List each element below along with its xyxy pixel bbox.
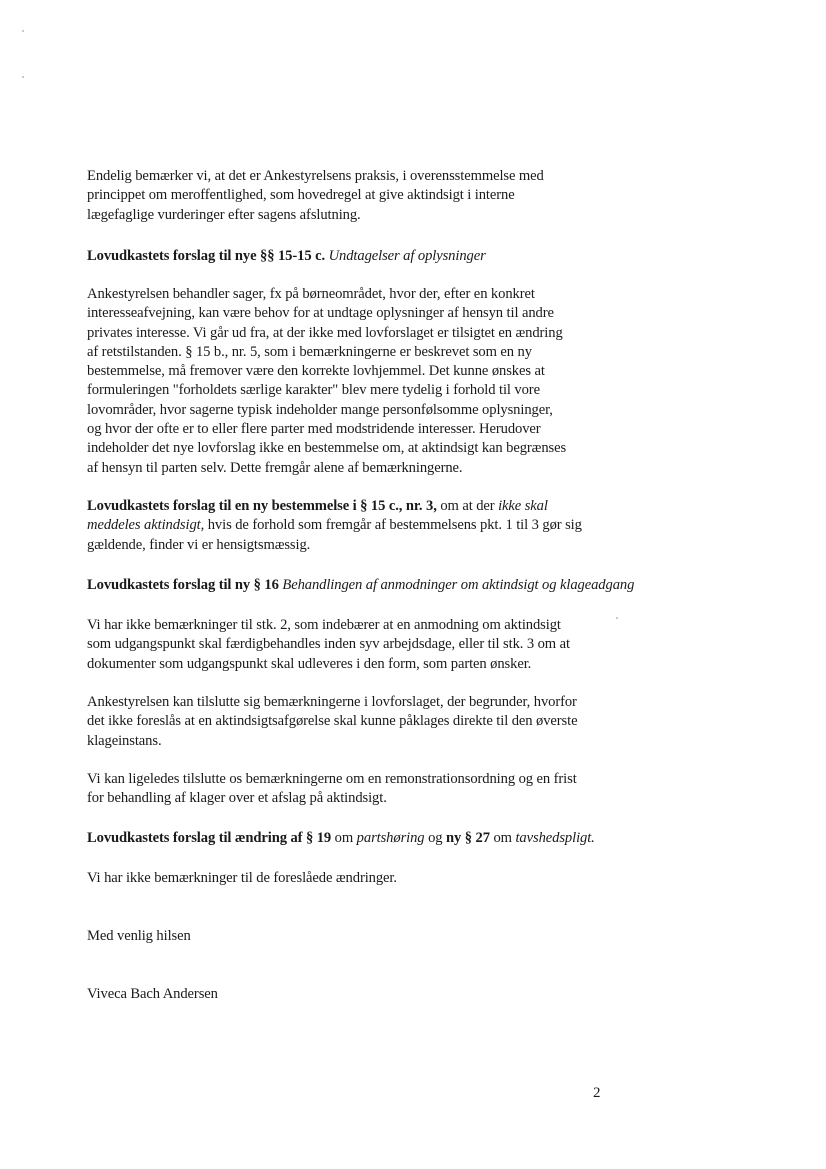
heading-bold: Lovudkastets forslag til ændring af § 19 xyxy=(87,830,332,846)
text-line: princippet om meroffentlighed, som hovedregel at give aktindsigt i interne xyxy=(87,187,515,204)
text-line: privates interesse. Vi går ud fra, at der ikke med lovforslaget er tilsigtet en ændring xyxy=(87,324,563,341)
heading-italic: partshøring xyxy=(356,830,425,846)
text-line: Ankestyrelsen behandler sager, fx på børneområdet, hvor der, efter en konkret xyxy=(87,286,535,302)
text-run: hvis de forhold som fremgår af bestemmelsens pkt. 1 til 3 gør sig xyxy=(204,517,582,534)
text-italic: ikke skal xyxy=(498,498,548,514)
text-line: Vi kan ligeledes tilslutte os bemærkningerne om en remonstrationsordning og en frist xyxy=(87,771,577,787)
text-line: bestemmelse, må fremover være den korrekte lovhjemmel. Det kunne ønskes at xyxy=(87,363,545,380)
text-line: Vi har ikke bemærkninger til stk. 2, som indebærer at en anmodning om aktindsigt xyxy=(87,617,561,633)
text-italic: meddeles aktindsigt, xyxy=(87,517,205,534)
paragraph-boerneomraadet xyxy=(87,285,607,478)
paragraph-klageinstans xyxy=(87,693,607,751)
heading-16 xyxy=(87,576,635,595)
text-line: Ankestyrelsen kan tilslutte sig bemærkningerne i lovforslaget, der begrunder, hvorfor xyxy=(87,694,577,710)
heading-italic: Undtagelser af oplysninger xyxy=(328,248,486,264)
heading-italic: tavshedspligt. xyxy=(515,830,595,846)
text-bold: Lovudkastets forslag til en ny bestemmelse i § 15 c., nr. 3, xyxy=(87,498,437,514)
text-line: Vi har ikke bemærkninger til de foreslåede ændringer. xyxy=(87,870,397,886)
heading-bold: ny § 27 xyxy=(446,830,490,846)
text-line: dokumenter som udgangspunkt skal udleveres i den form, som parten ønsker. xyxy=(87,655,532,672)
paragraph-meroffentlighed xyxy=(87,167,607,225)
text-line: af retstilstanden. § 15 b., nr. 5, som i bemærkningerne er beskrevet som en ny xyxy=(87,343,532,360)
text-line: det ikke foreslås at en aktindsigtsafgørelse skal kunne påklages direkte til den øverste xyxy=(87,713,578,730)
closing-greeting xyxy=(87,927,607,946)
text-line: og hvor der ofte er to eller flere parter med modstridende interesser. Herudover xyxy=(87,421,541,438)
text-run: om xyxy=(331,830,357,846)
text-line: Endelig bemærker vi, at det er Ankestyrelsens praksis, i overensstemmelse med xyxy=(87,168,544,184)
text-line: som udgangspunkt skal færdigbehandles inden syv arbejdsdage, eller til stk. 3 om at xyxy=(87,636,570,653)
text-run: og xyxy=(424,830,447,846)
text-line: lægefaglige vurderinger efter sagens afslutning. xyxy=(87,206,361,223)
text-line: Viveca Bach Andersen xyxy=(87,986,218,1002)
text-line: Med venlig hilsen xyxy=(87,928,191,944)
heading-bold: Lovudkastets forslag til nye §§ 15-15 c. xyxy=(87,248,326,264)
scan-speck xyxy=(22,30,24,32)
paragraph-remonstration xyxy=(87,770,607,809)
text-line: lovområder, hvor sagerne typisk indeholder mange personfølsomme oplysninger, xyxy=(87,401,553,418)
text-line: formuleringen "forholdets særlige karakter" blev mere tydelig i forhold til vore xyxy=(87,382,540,399)
text-line: for behandling af klager over et afslag på aktindsigt. xyxy=(87,790,387,807)
text-line: indeholder det nye lovforslag ikke en bestemmelse om, at aktindsigt kan begrænses xyxy=(87,440,567,457)
text-run: om xyxy=(489,830,516,846)
heading-italic: Behandlingen af anmodninger om aktindsigt og klageadgang xyxy=(282,577,635,593)
text-line: gældende, finder vi er hensigtsmæssig. xyxy=(87,536,311,553)
scan-speck xyxy=(616,617,618,619)
text-line: af hensyn til parten selv. Dette fremgår alene af bemærkningerne. xyxy=(87,459,463,476)
text-line: klageinstans. xyxy=(87,732,162,749)
heading-bold: Lovudkastets forslag til ny § 16 xyxy=(87,577,279,593)
paragraph-15c-nr3 xyxy=(87,497,607,555)
paragraph-stk2-stk3 xyxy=(87,616,607,674)
scan-speck xyxy=(22,76,24,78)
text-run: om at der xyxy=(436,498,499,514)
paragraph-ingen-bemaerkninger xyxy=(87,869,607,888)
heading-15-15c xyxy=(87,247,607,266)
text-line: interesseafvejning, kan være behov for at undtage oplysninger af hensyn til andre xyxy=(87,305,554,322)
signature-name xyxy=(87,985,607,1004)
heading-19-27 xyxy=(87,829,607,848)
page-number: 2 xyxy=(593,1085,601,1101)
